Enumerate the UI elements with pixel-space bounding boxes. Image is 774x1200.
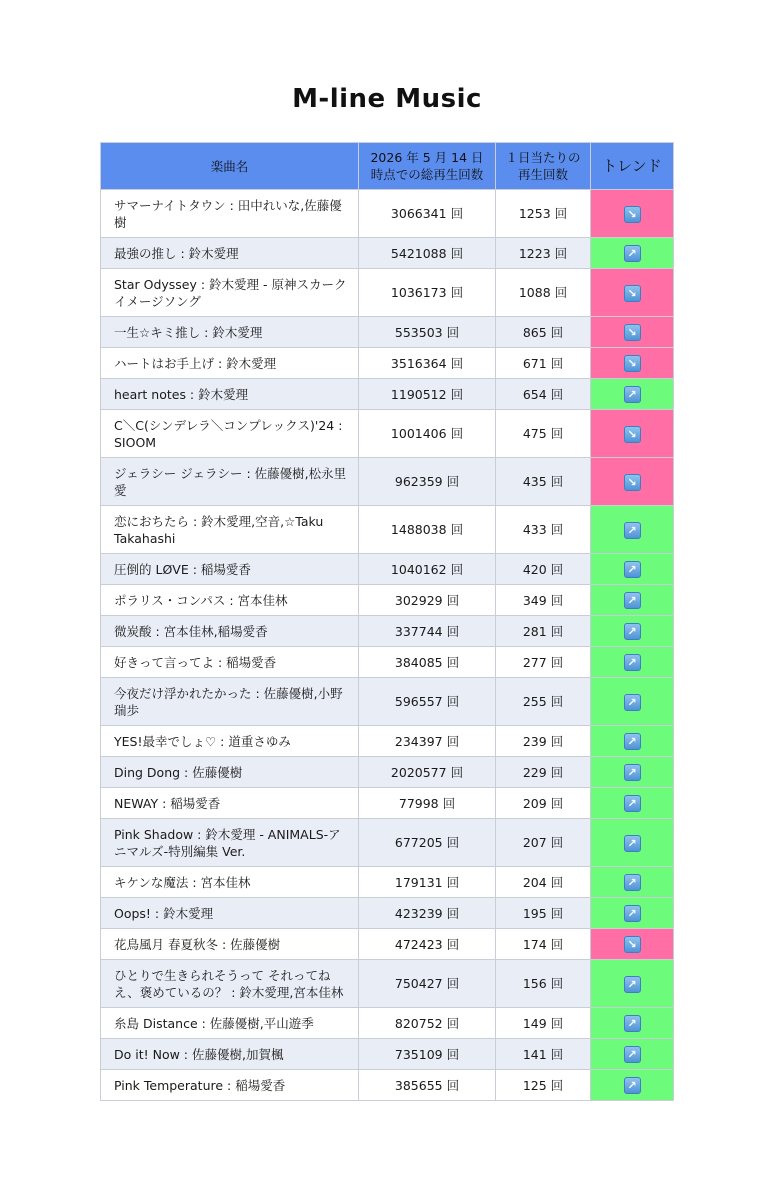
daily-plays-cell: 229 回	[496, 757, 591, 788]
trend-cell	[591, 506, 674, 554]
total-plays-cell: 962359 回	[359, 458, 496, 506]
song-title-cell: 好きって言ってよ : 稲場愛香	[101, 647, 359, 678]
daily-plays-cell: 277 回	[496, 647, 591, 678]
daily-plays-cell: 420 回	[496, 554, 591, 585]
arrow-down-right-icon: ↘	[624, 324, 641, 341]
arrow-up-right-icon: ↗	[624, 795, 641, 812]
trend-cell	[591, 269, 674, 317]
arrow-up-right-icon: ↗	[624, 976, 641, 993]
arrow-up-right-icon: ↗	[624, 1046, 641, 1063]
arrow-up-right-icon: ↗	[624, 1015, 641, 1032]
table-row	[101, 379, 674, 410]
table-row	[101, 1039, 674, 1070]
trend-cell	[591, 757, 674, 788]
song-title-cell: ジェラシー ジェラシー : 佐藤優樹,松永里愛	[101, 458, 359, 506]
trend-cell	[591, 726, 674, 757]
table-row	[101, 960, 674, 1008]
table-row	[101, 788, 674, 819]
table-row	[101, 819, 674, 867]
arrow-up-right-icon: ↗	[624, 874, 641, 891]
song-title-cell: Star Odyssey : 鈴木愛理 - 原神スカークイメージソング	[101, 269, 359, 317]
daily-plays-cell: 1088 回	[496, 269, 591, 317]
table-row	[101, 678, 674, 726]
trend-cell	[591, 348, 674, 379]
table-row	[101, 1008, 674, 1039]
song-title-cell: C＼C(シンデレラ＼コンプレックス)'24 : SIOOM	[101, 410, 359, 458]
table-row	[101, 506, 674, 554]
song-title-cell: キケンな魔法 : 宮本佳林	[101, 867, 359, 898]
arrow-down-right-icon: ↘	[624, 474, 641, 491]
arrow-down-right-icon: ↘	[624, 355, 641, 372]
arrow-up-right-icon: ↗	[624, 733, 641, 750]
song-title-cell: 今夜だけ浮かれたかった : 佐藤優樹,小野瑞歩	[101, 678, 359, 726]
total-plays-cell: 302929 回	[359, 585, 496, 616]
daily-plays-cell: 475 回	[496, 410, 591, 458]
arrow-up-right-icon: ↗	[624, 522, 641, 539]
table-row	[101, 269, 674, 317]
table-row	[101, 190, 674, 238]
trend-cell	[591, 458, 674, 506]
song-title-cell: heart notes : 鈴木愛理	[101, 379, 359, 410]
daily-plays-cell: 1223 回	[496, 238, 591, 269]
trend-cell	[591, 819, 674, 867]
total-plays-cell: 385655 回	[359, 1070, 496, 1101]
trend-cell	[591, 585, 674, 616]
total-plays-cell: 234397 回	[359, 726, 496, 757]
daily-plays-cell: 174 回	[496, 929, 591, 960]
table-row	[101, 238, 674, 269]
trend-cell	[591, 410, 674, 458]
daily-plays-cell: 865 回	[496, 317, 591, 348]
table-body	[101, 190, 674, 1101]
trend-cell	[591, 898, 674, 929]
total-plays-cell: 423239 回	[359, 898, 496, 929]
song-title-cell: 花鳥風月 春夏秋冬 : 佐藤優樹	[101, 929, 359, 960]
arrow-up-right-icon: ↗	[624, 592, 641, 609]
table-header	[101, 143, 674, 190]
song-title-cell: YES!最幸でしょ♡ : 道重さゆみ	[101, 726, 359, 757]
arrow-up-right-icon: ↗	[624, 623, 641, 640]
table-row	[101, 410, 674, 458]
arrow-down-right-icon: ↘	[624, 936, 641, 953]
song-title-cell: Do it! Now : 佐藤優樹,加賀楓	[101, 1039, 359, 1070]
total-plays-cell: 820752 回	[359, 1008, 496, 1039]
song-title-cell: 一生☆キミ推し : 鈴木愛理	[101, 317, 359, 348]
song-title-cell: NEWAY : 稲場愛香	[101, 788, 359, 819]
daily-plays-cell: 671 回	[496, 348, 591, 379]
total-plays-cell: 77998 回	[359, 788, 496, 819]
table-row	[101, 458, 674, 506]
daily-plays-cell: 149 回	[496, 1008, 591, 1039]
trend-cell	[591, 678, 674, 726]
song-title-cell: 圧倒的 LØVE : 稲場愛香	[101, 554, 359, 585]
arrow-up-right-icon: ↗	[624, 764, 641, 781]
song-title-cell: Pink Shadow : 鈴木愛理 - ANIMALS-アニマルズ-特別編集 Ver.	[101, 819, 359, 867]
total-plays-cell: 1488038 回	[359, 506, 496, 554]
table-row	[101, 867, 674, 898]
trend-cell	[591, 554, 674, 585]
daily-plays-cell: 281 回	[496, 616, 591, 647]
daily-plays-cell: 195 回	[496, 898, 591, 929]
total-plays-cell: 3516364 回	[359, 348, 496, 379]
song-title-cell: ひとりで生きられそうって それってねえ、褒めているの？ : 鈴木愛理,宮本佳林	[101, 960, 359, 1008]
song-title-cell: 糸島 Distance : 佐藤優樹,平山遊季	[101, 1008, 359, 1039]
total-plays-cell: 1040162 回	[359, 554, 496, 585]
total-plays-cell: 3066341 回	[359, 190, 496, 238]
arrow-up-right-icon: ↗	[624, 245, 641, 262]
arrow-up-right-icon: ↗	[624, 654, 641, 671]
trend-cell	[591, 616, 674, 647]
table-row	[101, 929, 674, 960]
daily-plays-cell: 204 回	[496, 867, 591, 898]
total-plays-cell: 750427 回	[359, 960, 496, 1008]
arrow-up-right-icon: ↗	[624, 386, 641, 403]
total-plays-cell: 677205 回	[359, 819, 496, 867]
total-plays-cell: 1190512 回	[359, 379, 496, 410]
trend-cell	[591, 190, 674, 238]
song-title-cell: 微炭酸 : 宮本佳林,稲場愛香	[101, 616, 359, 647]
column-header-daily-plays: １日当たりの 再生回数	[496, 143, 591, 190]
arrow-up-right-icon: ↗	[624, 835, 641, 852]
song-title-cell: 最強の推し : 鈴木愛理	[101, 238, 359, 269]
column-header-total-plays: 2026 年 5 月 14 日 時点での総再生回数	[359, 143, 496, 190]
daily-plays-cell: 141 回	[496, 1039, 591, 1070]
total-plays-cell: 1036173 回	[359, 269, 496, 317]
trend-cell	[591, 960, 674, 1008]
daily-plays-cell: 209 回	[496, 788, 591, 819]
trend-cell	[591, 929, 674, 960]
arrow-up-right-icon: ↗	[624, 694, 641, 711]
daily-plays-cell: 239 回	[496, 726, 591, 757]
trend-cell	[591, 1070, 674, 1101]
song-title-cell: Ding Dong : 佐藤優樹	[101, 757, 359, 788]
daily-plays-cell: 435 回	[496, 458, 591, 506]
trend-cell	[591, 1039, 674, 1070]
table-row	[101, 317, 674, 348]
daily-plays-cell: 207 回	[496, 819, 591, 867]
table-row	[101, 726, 674, 757]
song-title-cell: Pink Temperature : 稲場愛香	[101, 1070, 359, 1101]
song-title-cell: ハートはお手上げ : 鈴木愛理	[101, 348, 359, 379]
song-title-cell: 恋におちたら : 鈴木愛理,空音,☆Taku Takahashi	[101, 506, 359, 554]
page-title: M-line Music	[292, 84, 482, 114]
daily-plays-cell: 255 回	[496, 678, 591, 726]
arrow-up-right-icon: ↗	[624, 905, 641, 922]
daily-plays-cell: 156 回	[496, 960, 591, 1008]
arrow-down-right-icon: ↘	[624, 206, 641, 223]
total-plays-cell: 2020577 回	[359, 757, 496, 788]
daily-plays-cell: 125 回	[496, 1070, 591, 1101]
total-plays-cell: 5421088 回	[359, 238, 496, 269]
table-row	[101, 1070, 674, 1101]
table-row	[101, 554, 674, 585]
arrow-down-right-icon: ↘	[624, 285, 641, 302]
total-plays-cell: 337744 回	[359, 616, 496, 647]
table-row	[101, 616, 674, 647]
daily-plays-cell: 433 回	[496, 506, 591, 554]
trend-cell	[591, 238, 674, 269]
total-plays-cell: 553503 回	[359, 317, 496, 348]
column-header-trend: トレンド	[591, 143, 674, 190]
total-plays-cell: 596557 回	[359, 678, 496, 726]
total-plays-cell: 179131 回	[359, 867, 496, 898]
table-row	[101, 898, 674, 929]
table-row	[101, 757, 674, 788]
total-plays-cell: 384085 回	[359, 647, 496, 678]
trend-cell	[591, 647, 674, 678]
total-plays-cell: 1001406 回	[359, 410, 496, 458]
total-plays-cell: 735109 回	[359, 1039, 496, 1070]
trend-cell	[591, 788, 674, 819]
column-header-song: 楽曲名	[101, 143, 359, 190]
table-row	[101, 348, 674, 379]
arrow-up-right-icon: ↗	[624, 561, 641, 578]
table-row	[101, 647, 674, 678]
total-plays-cell: 472423 回	[359, 929, 496, 960]
daily-plays-cell: 1253 回	[496, 190, 591, 238]
arrow-up-right-icon: ↗	[624, 1077, 641, 1094]
daily-plays-cell: 654 回	[496, 379, 591, 410]
ranking-table	[100, 142, 674, 1101]
daily-plays-cell: 349 回	[496, 585, 591, 616]
trend-cell	[591, 379, 674, 410]
song-title-cell: サマーナイトタウン : 田中れいな,佐藤優樹	[101, 190, 359, 238]
song-title-cell: Oops! : 鈴木愛理	[101, 898, 359, 929]
arrow-down-right-icon: ↘	[624, 426, 641, 443]
trend-cell	[591, 1008, 674, 1039]
table-row	[101, 585, 674, 616]
trend-cell	[591, 867, 674, 898]
song-title-cell: ポラリス・コンパス : 宮本佳林	[101, 585, 359, 616]
trend-cell	[591, 317, 674, 348]
